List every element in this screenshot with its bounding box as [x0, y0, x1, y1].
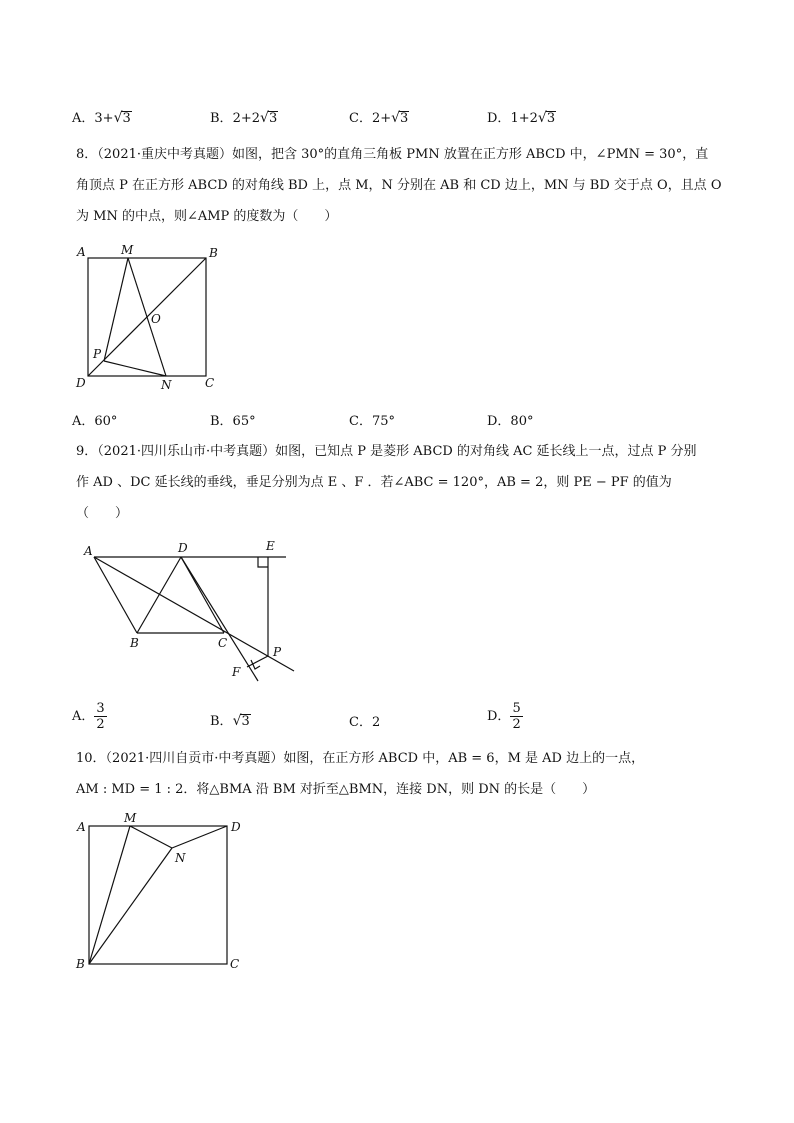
q8-label-d: D: [76, 376, 86, 390]
q10-line-1: 10．（2021·四川自贡市·中考真题）如图，在正方形 ABCD 中，AB = 6，M 是 AD 边上的一点，: [76, 751, 645, 766]
q8-line-1: 8．（2021·重庆中考真题）如图，把含 30°的直角三角板 PMN 放置在正方形 ABCD 中，∠PMN = 30°，直: [76, 147, 709, 162]
q10-label-n: N: [175, 851, 186, 865]
q9-option-b: B．√3: [210, 713, 250, 729]
q8-label-a: A: [77, 245, 86, 259]
q8-label-p: P: [93, 347, 102, 361]
q9-option-c: C．2: [349, 715, 381, 730]
q8-label-m: M: [121, 243, 134, 257]
q8-option-c: C．75°: [349, 414, 395, 429]
q10-segment-dn: [172, 826, 227, 848]
q9-label-p: P: [273, 645, 282, 659]
q10-label-b: B: [76, 957, 85, 971]
q10-label-a: A: [77, 820, 86, 834]
q8-option-d: D．80°: [487, 414, 534, 429]
q8-line-2: 角顶点 P 在正方形 ABCD 的对角线 BD 上，点 M，N 分别在 AB 和 CD 边上，MN 与 BD 交于点 O，且点 O: [76, 178, 722, 193]
q10-label-d: D: [231, 820, 241, 834]
q10-segment-bm: [89, 826, 130, 964]
q8-label-o: O: [151, 312, 161, 326]
q8-label-n: N: [161, 378, 172, 392]
q8-label-b: B: [209, 246, 218, 260]
q9-line-2: 作 AD 、DC 延长线的垂线，垂足分别为点 E 、F ．若∠ABC = 120°，AB = 2，则 PE − PF 的值为: [76, 475, 672, 490]
q9-label-b: B: [130, 636, 139, 650]
q9-label-e: E: [266, 539, 275, 553]
q10-line-2: AM : MD = 1 : 2．将△BMA 沿 BM 对折至△BMN，连接 DN，则 DN 的长是（ ）: [76, 782, 596, 797]
q7-option-b: B．2+2√3: [210, 110, 278, 126]
q7-option-d: D．1+2√3: [487, 110, 556, 126]
q7-option-a: A．3+√3: [72, 110, 131, 126]
q10-segment-bn: [89, 848, 172, 964]
q8-option-b: B．65°: [210, 414, 256, 429]
q9-label-a: A: [84, 544, 93, 558]
q9-line-1: 9．（2021·四川乐山市·中考真题）如图，已知点 P 是菱形 ABCD 的对角线 AC 延长线上一点，过点 P 分别: [76, 444, 697, 459]
q8-line-3: 为 MN 的中点，则∠AMP 的度数为（ ）: [76, 209, 338, 224]
q8-option-a: A．60°: [72, 414, 118, 429]
q9-label-f: F: [232, 665, 241, 679]
q9-line-3: （ ）: [76, 506, 129, 521]
q9-option-a: A． $\frac{3}{2}$: [72, 701, 105, 732]
q10-label-c: C: [230, 957, 240, 971]
q8-label-c: C: [205, 376, 215, 390]
q9-label-d: D: [178, 541, 188, 555]
q9-option-d: D． $\frac{5}{2}$: [487, 701, 521, 732]
q7-option-c: C．2+√3: [349, 110, 409, 126]
q10-segment-mn: [130, 826, 172, 848]
q10-label-m: M: [124, 811, 137, 825]
q9-label-c: C: [218, 636, 228, 650]
